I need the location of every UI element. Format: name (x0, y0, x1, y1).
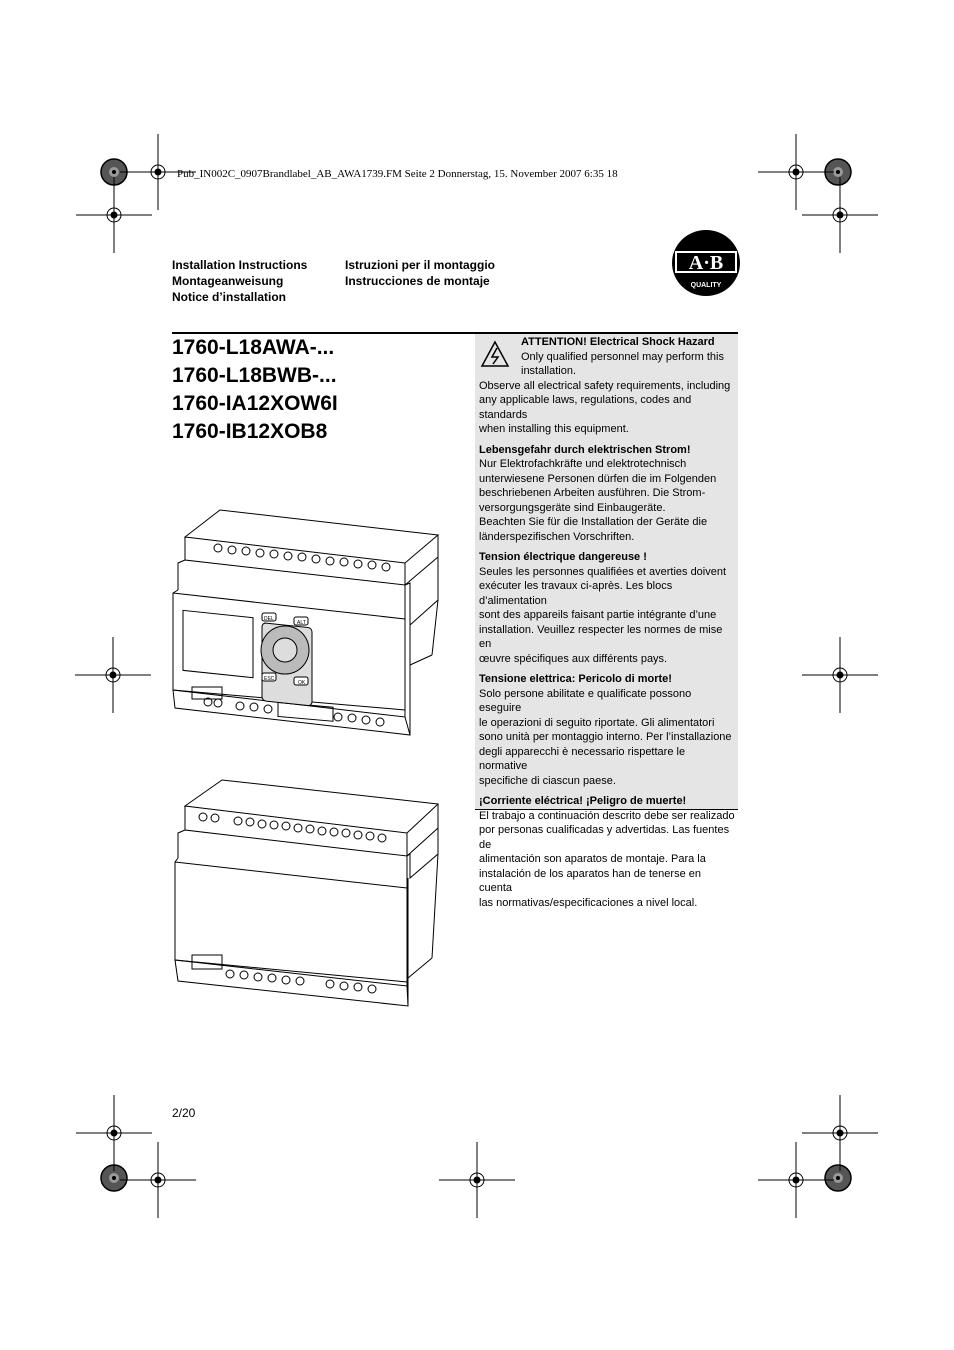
warning-line: alimentación son aparatos de montaje. Para la (479, 853, 706, 865)
warning-line: Beachten Sie für die Installation der Geräte die (479, 516, 708, 528)
expansion-module-illustration (170, 778, 445, 1013)
file-header-line: Pub_IN002C_0907Brandlabel_AB_AWA1739.FM Seite 2 Donnerstag, 15. November 2007 6:35 18 (177, 168, 618, 180)
registration-cross-icon (758, 134, 834, 210)
controller-with-display-illustration (170, 505, 445, 740)
warning-line: El trabajo a continuación descrito debe ser realizado (479, 809, 735, 822)
warning-title: Tensione elettrica: Pericolo di morte! (479, 673, 672, 685)
warning-line: por personas cualificadas y advertidas. Las fuentes de (479, 824, 730, 851)
registration-star-icon (825, 1165, 851, 1191)
warning-line: Nur Elektrofachkräfte und elektrotechnisch (479, 458, 687, 470)
key-esc-label: ESC (264, 676, 275, 682)
model-title: 1760-L18BWB-... (172, 364, 337, 387)
warning-line: when installing this equipment. (479, 423, 629, 435)
registration-cross-icon (120, 1142, 196, 1218)
warning-line: œuvre spécifiques aux différents pays. (479, 652, 668, 665)
logo-quality-label: QUALITY (690, 282, 722, 289)
registration-cross-icon (76, 1095, 152, 1171)
model-titles (172, 334, 338, 446)
registration-cross-icon (758, 1142, 834, 1218)
instruction-title: Montageanweisung (172, 274, 284, 288)
warning-section-de (479, 443, 735, 545)
warning-line: installation. (521, 365, 577, 377)
warning-title: ¡Corriente eléctrica! ¡Peligro de muerte! (479, 795, 687, 807)
instruction-title: Installation Instructions (172, 258, 308, 272)
warning-line: unterwiesene Personen dürfen die im Folgenden (479, 472, 717, 485)
warning-line: länderspezifischen Vorschriften. (479, 530, 635, 543)
warning-line: any applicable laws, regulations, codes and standards (479, 394, 692, 421)
registration-cross-icon (439, 1142, 515, 1218)
warning-line: versorgungsgeräte sind Einbaugeräte. (479, 501, 666, 514)
instruction-title: Notice d’installation (172, 290, 287, 304)
registration-cross-icon (802, 177, 878, 253)
warning-line: sono unità per montaggio interno. Per l’installazione (479, 731, 732, 743)
warning-section-es (479, 794, 735, 910)
warning-line: degli apparecchi è necessario rispettare le normative (479, 745, 686, 772)
warning-title: Tension électrique dangereuse ! (479, 551, 647, 563)
warning-line: specifiche di ciascun paese. (479, 774, 616, 787)
instruction-title: Instrucciones de montaje (345, 274, 490, 288)
warning-section-en (479, 335, 735, 437)
safety-warning-text (479, 335, 735, 916)
warning-line: instalación de los aparatos han de tenerse en cuenta (479, 867, 701, 894)
keypad (261, 613, 312, 706)
registration-cross-icon (802, 1095, 878, 1171)
warning-line: Only qualified personnel may perform this (521, 350, 724, 363)
instruction-title: Istruzioni per il montaggio (345, 258, 495, 272)
key-ok-label: OK (298, 680, 306, 686)
model-title: 1760-IB12XOB8 (172, 420, 328, 443)
warning-section-it (479, 672, 735, 788)
warning-line: Seules les personnes qualifiées et averties doivent (479, 565, 727, 578)
key-alt-label: ALT (297, 620, 306, 626)
allen-bradley-logo (671, 229, 741, 297)
registration-cross-icon (76, 177, 152, 253)
logo-letters: A·B (688, 252, 724, 274)
warning-line: sont des appareils faisant partie intégrante d’une (479, 609, 717, 621)
warning-line: exécuter les travaux ci-après. Les blocs d’alimentation (479, 580, 673, 607)
model-title: 1760-L18AWA-... (172, 336, 335, 359)
warning-line: beschriebenen Arbeiten ausführen. Die Strom- (479, 487, 706, 499)
instructions-column-2 (345, 257, 495, 289)
warning-line: Observe all electrical safety requirements, including (479, 379, 731, 392)
model-title: 1760-IA12XOW6I (172, 392, 338, 415)
warning-line: Solo persone abilitate e qualificate possono eseguire (479, 687, 692, 714)
warning-line: las normativas/especificaciones a nivel local. (479, 896, 698, 909)
warning-title: ATTENTION! Electrical Shock Hazard (521, 336, 715, 348)
warning-title: Lebensgefahr durch elektrischen Strom! (479, 443, 691, 456)
warning-line: le operazioni di seguito riportate. Gli alimentatori (479, 716, 715, 729)
warning-section-fr (479, 550, 735, 666)
warning-line: installation. Veuillez respecter les normes de mise en (479, 623, 723, 650)
registration-cross-icon (802, 637, 878, 713)
key-del-label: DEL (264, 616, 274, 622)
page-number: 2/20 (172, 1106, 196, 1120)
instructions-column-1 (172, 257, 307, 305)
registration-cross-icon (75, 637, 151, 713)
